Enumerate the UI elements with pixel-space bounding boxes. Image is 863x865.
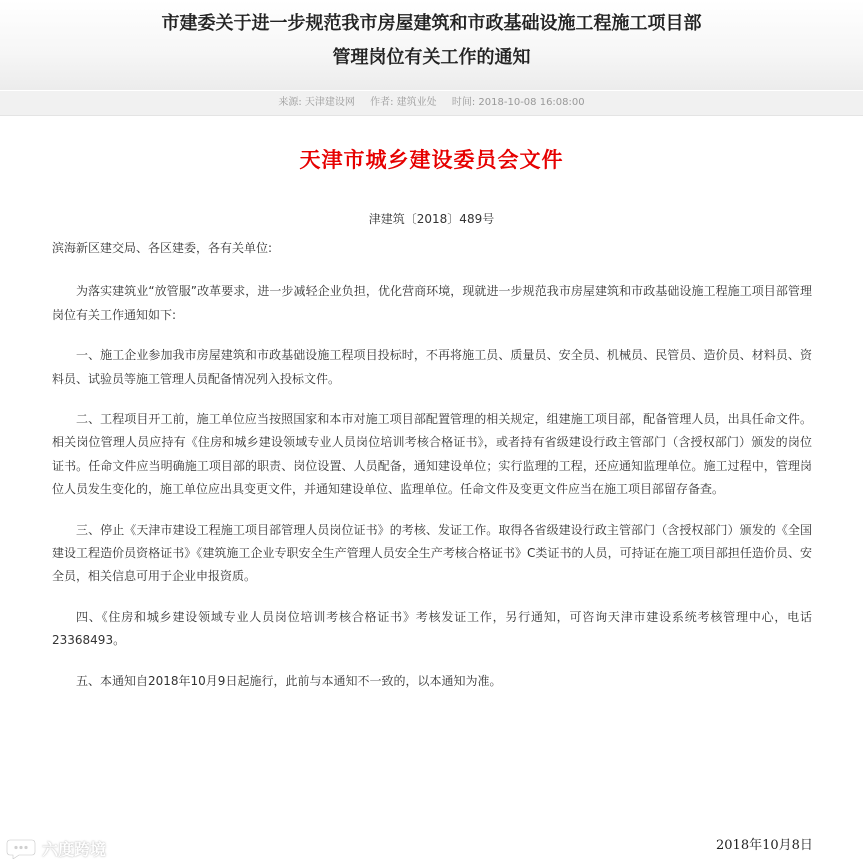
article-meta-bar	[0, 91, 863, 116]
watermark	[6, 836, 106, 860]
meta-source: 来源: 天津建设网	[278, 97, 355, 108]
document-date: 2018年10月8日	[716, 838, 813, 853]
item-paragraph-4: 四、《住房和城乡建设领域专业人员岗位培训考核合格证书》考核发证工作，另行通知，可咨询天津市建设系统考核管理中心，电话23368493。	[52, 609, 812, 648]
meta-author: 作者: 建筑业处	[370, 97, 437, 108]
item-paragraph-3: 三、停止《天津市建设工程施工项目部管理人员岗位证书》的考核、发证工作。取得各省级建设行政主管部门（含授权部门）颁发的《全国建设工程造价员资格证书》《建筑施工企业专职安全生产管理人员安全生产考核合格证书》C类证书的人员，可持证在施工项目部担任造价员、安全员，相关信息可用于企业申报资质。	[52, 522, 812, 584]
watermark-text: 六度跨境	[42, 839, 107, 859]
document-body	[52, 237, 812, 710]
red-document-header: 天津市城乡建设委员会文件	[299, 148, 564, 172]
intro-paragraph: 为落实建筑业“放管服”改革要求，进一步减轻企业负担，优化营商环境，现就进一步规范我市房屋建筑和市政基础设施工程施工项目部管理岗位有关工作通知如下:	[52, 284, 812, 322]
article-title-line1: 市建委关于进一步规范我市房屋建筑和市政基础设施工程施工项目部	[161, 13, 702, 34]
item-paragraph-2: 二、工程项目开工前，施工单位应当按照国家和本市对施工项目部配置管理的相关规定，组建施工项目部，配备管理人员，出具任命文件。相关岗位管理人员应持有《住房和城乡建设领域专业人员岗位培训考核合格证书》，或者持有省级建设行政主管部门（含授权部门）颁发的岗位证书。任命文件应当明确施工项目部的职责、岗位设置、人员配备，通知建设单位；实行监理的工程，还应通知监理单位。施工过程中，管理岗位人员发生变化的，施工单位应出具变更文件，并通知建设单位、监理单位。任命文件及变更文件应当在施工项目部留存备查。	[52, 412, 812, 497]
item-paragraph-1: 一、施工企业参加我市房屋建筑和市政基础设施工程项目投标时，不再将施工员、质量员、安全员、机械员、民管员、造价员、材料员、资料员、试验员等施工管理人员配备情况列入投标文件。	[52, 348, 812, 386]
document-number: 津建筑〔2018〕489号	[368, 212, 495, 226]
article-title-line2: 管理岗位有关工作的通知	[332, 47, 531, 68]
item-paragraph-5: 五、本通知自2018年10月9日起施行，此前与本通知不一致的，以本通知为准。	[76, 673, 502, 688]
chat-bubble-icon	[6, 837, 36, 859]
meta-time: 时间: 2018-10-08 16:08:00	[451, 97, 585, 108]
salutation: 滨海新区建交局、各区建委，各有关单位:	[52, 241, 273, 255]
